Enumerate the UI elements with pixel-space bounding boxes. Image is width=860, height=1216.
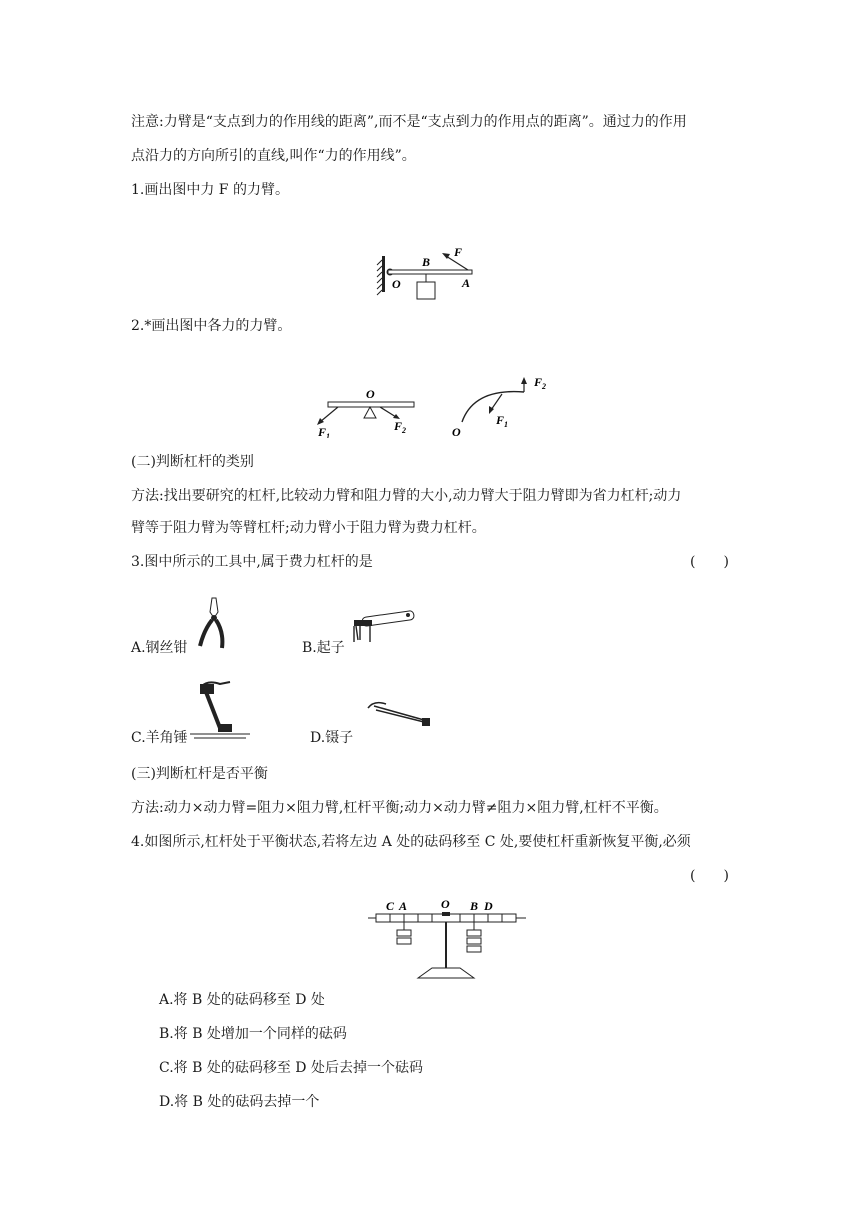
stand-base [418, 968, 474, 978]
pliers-image [194, 594, 234, 652]
weight-A [397, 930, 411, 936]
label-O: O [366, 387, 375, 401]
weight-B [467, 930, 481, 936]
option-3A: A.钢丝钳 [131, 640, 188, 656]
label-F: F [454, 245, 463, 259]
label-D: D [484, 899, 493, 913]
question-2: 2.*画出图中各力的力臂。 [131, 318, 292, 334]
option-3C: C.羊角锤 [131, 730, 188, 746]
label-O: O [392, 277, 401, 291]
label-O: O [441, 897, 450, 911]
label-B: B [470, 899, 479, 913]
label-F1: $F_1$ [318, 425, 331, 438]
lever-bar [388, 270, 472, 274]
option-4C: C.将 B 处的砝码移至 D 处后去掉一个砝码 [159, 1060, 423, 1076]
label-A: A [462, 276, 471, 290]
note-line-2: 点沿力的方向所引的直线,叫作“力的作用线”。 [131, 148, 416, 164]
label-O: O [452, 425, 461, 439]
section-2-method-2: 臂等于阻力臂为等臂杠杆;动力臂小于阻力臂为费力杠杆。 [131, 520, 486, 536]
bottle-opener-image [348, 606, 420, 648]
question-1: 1.画出图中力 F 的力臂。 [131, 182, 289, 198]
question-3: 3.图中所示的工具中,属于费力杠杆的是 [131, 554, 373, 570]
option-3B: B.起子 [302, 640, 345, 656]
label-F2: $F_2$ [394, 419, 407, 435]
option-4A: A.将 B 处的砝码移至 D 处 [159, 992, 325, 1008]
section-3-method: 方法:动力×动力臂=阻力×阻力臂,杠杆平衡;动力×动力臂≠阻力×阻力臂,杠杆不平衡。 [131, 800, 668, 816]
figure-q4-balance-lever [366, 896, 530, 982]
weight-block [417, 282, 435, 299]
wall [382, 256, 385, 292]
option-4D: D.将 B 处的砝码去掉一个 [159, 1094, 320, 1110]
section-3-heading: (三)判断杠杆是否平衡 [131, 766, 268, 782]
label-B: B [422, 255, 431, 269]
label-F1: $F_1$ [496, 413, 509, 429]
claw-hammer-image [190, 678, 252, 742]
figure-q1-lever [372, 242, 482, 304]
option-3D: D.镊子 [310, 730, 354, 746]
section-2-method-1: 方法:找出要研究的杠杆,比较动力臂和阻力臂的大小,动力臂大于阻力臂即为省力杠杆;动力 [131, 488, 682, 504]
answer-bracket-q3: ( ) [690, 554, 729, 570]
figure-q2-lever-2 [446, 374, 558, 440]
answer-bracket-q4: ( ) [690, 868, 729, 884]
lever-bar [328, 402, 414, 407]
label-F2: $F_2$ [534, 375, 547, 391]
label-A: A [399, 899, 408, 913]
label-C: C [386, 899, 395, 913]
figure-q2-lever-1 [308, 386, 420, 438]
section-2-heading: (二)判断杠杆的类别 [131, 454, 254, 470]
fulcrum [364, 407, 376, 418]
note-line-1: 注意:力臂是“支点到力的作用线的距离”,而不是“支点到力的作用点的距离”。通过力的作用 [131, 114, 687, 130]
option-4B: B.将 B 处增加一个同样的砝码 [159, 1026, 347, 1042]
tweezers-image [364, 698, 434, 732]
question-4: 4.如图所示,杠杆处于平衡状态,若将左边 A 处的砝码移至 C 处,要使杠杆重新恢复平衡,必须 [131, 834, 691, 850]
